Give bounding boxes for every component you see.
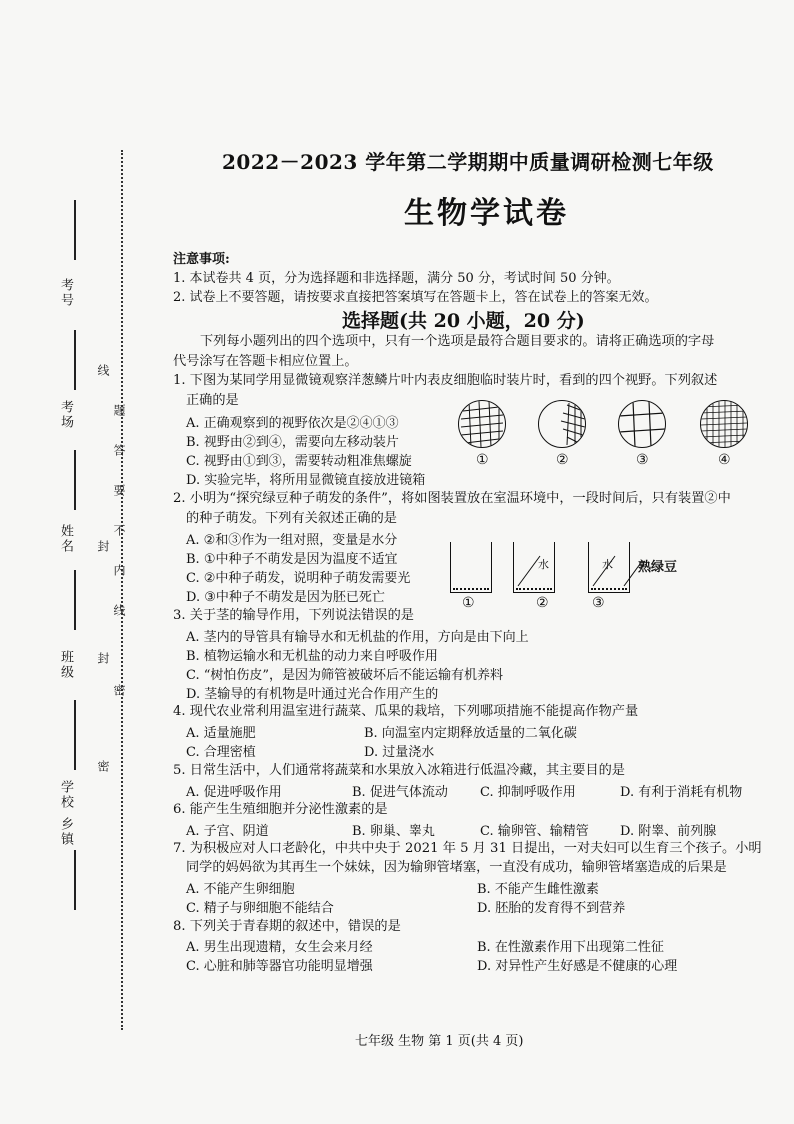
section-title: 选择题(共 20 小题，20 分) [342, 310, 585, 332]
q5-stem: 5. 日常生活中，人们通常将蔬菜和水果放入冰箱进行低温冷藏，其主要目的是 [173, 763, 625, 778]
q4-option-a: A. 适量施肥 [186, 726, 256, 741]
seal-word: 密 [96, 760, 110, 773]
q8-option-d: D. 对异性产生好感是不健康的心理 [477, 959, 678, 974]
exam-title: 2022－2023 学年第二学期期中质量调研检测七年级 [222, 150, 714, 174]
beaker-label-3: ③ [592, 595, 605, 611]
exam-no-underline [74, 200, 76, 260]
notice-item-1: 1. 本试卷共 4 页，分为选择题和非选择题，满分 50 分，考试时间 50 分钟。 [173, 271, 620, 286]
seal-word: 要 [112, 484, 126, 497]
q1-option-a: A. 正确观察到的视野依次是②④①③ [186, 416, 399, 431]
q8-stem: 8. 下列关于青春期的叙述中，错误的是 [173, 919, 401, 934]
q2-option-b: B. ①中种子不萌发是因为温度不适宜 [186, 552, 398, 567]
school-underline [74, 700, 76, 770]
view-label-1: ① [476, 452, 489, 468]
microscope-view-4 [700, 400, 748, 448]
town-underline [74, 850, 76, 910]
water-label-2: 水 [538, 558, 549, 571]
view-label-2: ② [556, 452, 569, 468]
q1-stem-2: 正确的是 [186, 393, 239, 408]
field-exam-number: 考号 [58, 278, 73, 308]
q3-option-b: B. 植物运输水和无机盐的动力来自呼吸作用 [186, 649, 438, 664]
q7-stem-1: 7. 为积极应对人口老龄化，中共中央于 2021 年 5 月 31 日提出，一对夫妇可以生育三个孩子。小明 [173, 841, 762, 856]
view-label-3: ③ [636, 452, 649, 468]
q7-stem-2: 同学的妈妈欲为其再生一个妹妹，因为输卵管堵塞，一直没有成功，输卵管堵塞造成的后果是 [186, 860, 727, 875]
binding-dotted-line [121, 150, 123, 1030]
q6-stem: 6. 能产生生殖细胞并分泌性激素的是 [173, 802, 388, 817]
microscope-view-2 [538, 400, 586, 448]
q3-stem: 3. 关于茎的输导作用，下列说法错误的是 [173, 608, 414, 623]
q4-stem: 4. 现代农业常利用温室进行蔬菜、瓜果的栽培，下列哪项措施不能提高作物产量 [173, 704, 639, 719]
water-label-3: 水 [602, 558, 613, 571]
q2-option-a: A. ②和③作为一组对照，变量是水分 [186, 533, 398, 548]
view-label-4: ④ [718, 452, 731, 468]
name-underline [74, 450, 76, 510]
q3-option-c: C. “树怕伤皮”，是因为筛管被破坏后不能运输有机养料 [186, 668, 504, 683]
field-name: 姓名 [58, 524, 73, 554]
page-footer: 七年级 生物 第 1 页(共 4 页) [355, 1034, 524, 1049]
class-underline [74, 570, 76, 630]
seal-word: 题 [112, 404, 126, 417]
exam-room-underline [74, 330, 76, 390]
q1-option-b: B. 视野由②到④，需要向左移动装片 [186, 435, 399, 450]
q5-option-a: A. 促进呼吸作用 [186, 785, 282, 800]
section-instruction-1: 下列每小题列出的四个选项中，只有一个选项是最符合题目要求的。请将正确选项的字母 [200, 334, 715, 349]
q5-option-c: C. 抑制呼吸作用 [480, 785, 576, 800]
beaker-1 [450, 542, 492, 593]
section-instruction-2: 代号涂写在答题卡相应位置上。 [173, 354, 358, 369]
q4-option-d: D. 过量浇水 [364, 745, 435, 760]
seal-word: 线 [96, 364, 110, 377]
q1-option-d: D. 实验完毕，将所用显微镜直接放进镜箱 [186, 473, 426, 488]
field-town: 乡镇 [58, 817, 73, 847]
exam-subject: 生物学试卷 [404, 196, 569, 231]
seal-word: 线 [112, 604, 126, 617]
q6-option-b: B. 卵巢、睾丸 [352, 824, 435, 839]
q2-option-d: D. ③中种子不萌发是因为胚已死亡 [186, 590, 385, 605]
beaker-label-1: ① [462, 595, 475, 611]
seal-word: 密 [112, 684, 126, 697]
q7-option-c: C. 精子与卵细胞不能结合 [186, 901, 334, 916]
microscope-view-1 [458, 400, 506, 448]
field-school: 学校 [58, 780, 73, 810]
bean-label: 熟绿豆 [638, 560, 678, 575]
beaker-label-2: ② [536, 595, 549, 611]
q7-option-d: D. 胚胎的发育得不到营养 [477, 901, 626, 916]
q1-option-c: C. 视野由①到③，需要转动粗准焦螺旋 [186, 454, 412, 469]
seal-word: 封 [96, 652, 110, 665]
q7-option-a: A. 不能产生卵细胞 [186, 882, 295, 897]
q7-option-b: B. 不能产生雌性激素 [477, 882, 599, 897]
field-class: 班级 [58, 650, 73, 680]
q8-option-b: B. 在性激素作用下出现第二性征 [477, 940, 664, 955]
seal-word: 不 [112, 524, 126, 537]
q3-option-d: D. 茎输导的有机物是叶通过光合作用产生的 [186, 687, 439, 702]
q4-option-b: B. 向温室内定期释放适量的二氧化碳 [364, 726, 577, 741]
notice-heading: 注意事项: [173, 252, 230, 267]
q3-option-a: A. 茎内的导管具有输导水和无机盐的作用，方向是由下向上 [186, 630, 529, 645]
q5-option-b: B. 促进气体流动 [352, 785, 448, 800]
q6-option-a: A. 子宫、阴道 [186, 824, 269, 839]
seal-word: 内 [112, 564, 126, 577]
q1-stem-1: 1. 下图为某同学用显微镜观察洋葱鳞片叶内表皮细胞临时装片时，看到的四个视野。下列叙述 [173, 373, 718, 388]
field-exam-room: 考场 [58, 400, 73, 430]
q8-option-a: A. 男生出现遗精，女生会来月经 [186, 940, 373, 955]
notice-item-2: 2. 试卷上不要答题，请按要求直接把答案填写在答题卡上，答在试卷上的答案无效。 [173, 290, 658, 305]
seal-word: 封 [96, 540, 110, 553]
q6-option-d: D. 附睾、前列腺 [620, 824, 717, 839]
seal-word: 答 [112, 444, 126, 457]
q8-option-c: C. 心脏和肺等器官功能明显增强 [186, 959, 373, 974]
q2-stem-1: 2. 小明为“探究绿豆种子萌发的条件”，将如图装置放在室温环境中，一段时间后，只有装置②中 [173, 491, 731, 506]
q4-option-c: C. 合理密植 [186, 745, 256, 760]
q5-option-d: D. 有利于消耗有机物 [620, 785, 743, 800]
q2-option-c: C. ②中种子萌发，说明种子萌发需要光 [186, 571, 411, 586]
microscope-view-3 [618, 400, 666, 448]
q2-stem-2: 的种子萌发。下列有关叙述正确的是 [186, 511, 397, 526]
q6-option-c: C. 输卵管、输精管 [480, 824, 589, 839]
